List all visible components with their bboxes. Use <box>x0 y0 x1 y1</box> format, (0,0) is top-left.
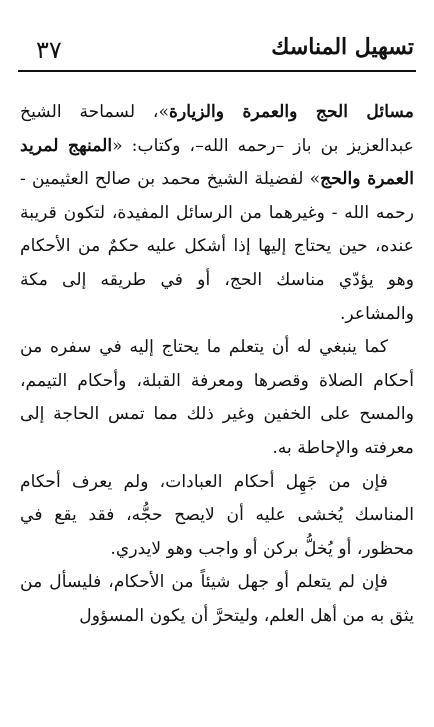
header-rule <box>18 70 416 72</box>
paragraph-3: فإن من جَهِل أحكام العبادات، ولم يعرف أحكام المناسك يُخشى عليه أن لايصح حجُّه، فقد يقع في محظور، أو يُخلُّ بركن أو واجب وهو لايدري. <box>20 471 414 559</box>
page-number: ٣٧ <box>36 36 62 64</box>
running-title: تسهيل المناسك <box>271 34 414 60</box>
book-title-2: المنهج لمريد العمرة والحج <box>20 135 414 190</box>
paragraph-2: كما ينبغي له أن يتعلم ما يحتاج إليه في سفره من أحكام الصلاة وقصرها ومعرفة القبلة، وأحكام التيمم، والمسح على الخفين وغير ذلك مما تمس الحاجة إلى معرفته والإحاطة به. <box>20 337 414 458</box>
paragraph-1-text-a: »، لسماحة الشيخ عبدالعزيز بن باز –رحمه الله–، وكتاب: « <box>20 102 414 156</box>
page-header <box>18 34 416 70</box>
paragraph-4: فإن لم يتعلم أو جهل شيئاً من الأحكام، فليسأل من يثق به من أهل العلم، وليتحرَّ أن يكون المسؤول <box>20 572 414 626</box>
paragraph-1 <box>20 96 414 331</box>
book-title-1: مسائل الحج والعمرة والزيارة <box>168 102 414 122</box>
paragraph-1-text-b: » لفضيلة الشيخ محمد بن صالح العثيمين - رحمه الله - وغيرهما من الرسائل المفيدة، لتكون قريبة عنده، حين يحتاج إليها إذا أشكل عليه حكمٌ من الأحكام وهو يؤدّي مناسك الحج، أو في طريقه إلى مكة والمشاعر. <box>20 169 414 324</box>
body-text <box>20 96 414 634</box>
